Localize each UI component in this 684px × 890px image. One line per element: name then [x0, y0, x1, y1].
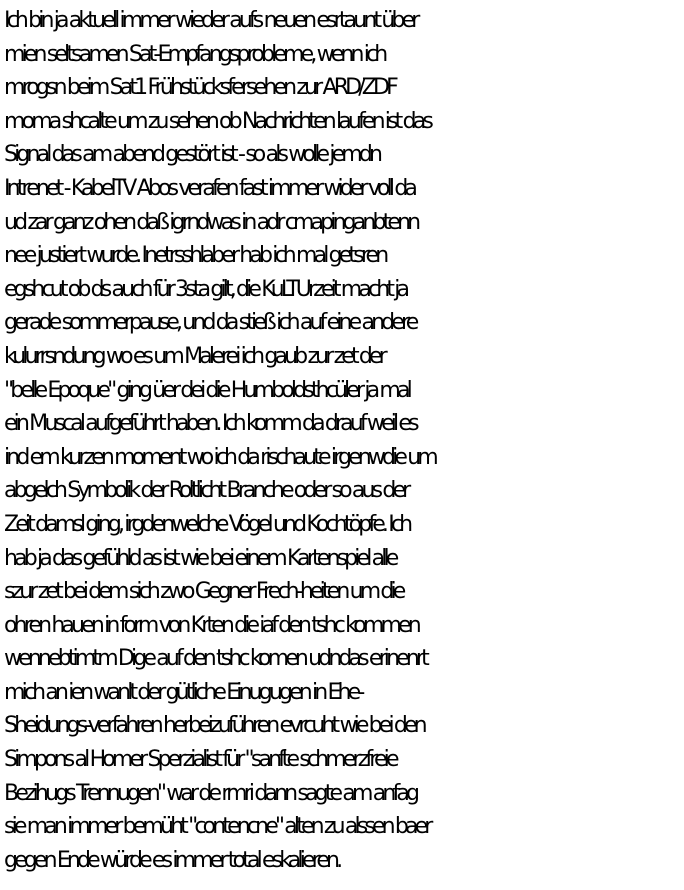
text-line-17: hab ja das gefühld as ist wie bei einem Kartenspiel alle	[4, 545, 396, 571]
text-line-11: kulurrsndung wo es um Malerei ich gaub zur zet der	[4, 343, 384, 369]
text-line-14: ind em kurzen moment wo ich da rischaute irgenwdie um	[4, 444, 435, 470]
text-line-23: Simpons al Homer Sperzialist für "sanfte schmerzfreie	[4, 747, 396, 773]
text-line-25: sie man immer bemüht "contencne" alten zu alssen baer	[4, 814, 430, 840]
text-line-7: ud zar ganz ohen daß igrndwas in adr cmapinganbtenn	[4, 209, 418, 235]
text-line-18: szur zet bei dem sich zwo Gegner Frech-heiten um die	[4, 579, 403, 605]
text-line-13: ein Muscal aufgeführt haben. Ich komm da drauf weil es	[4, 411, 416, 437]
text-line-3: mrogsn beim Sat1 Frühstücksfersehen zur ARD/ZDF	[4, 75, 395, 101]
text-line-20: wennebtimtm Dige auf den tshc komen udndas erinenrt	[4, 646, 426, 672]
text-line-5: Signal das am abend gestört ist - so als wolle jemdn	[4, 142, 380, 168]
text-line-10: gerade sommerpause, und da stieß ich auf eine andere	[4, 310, 416, 336]
text-line-15: abgelch Symbolik der Roltlicht Branche oder so aus der	[4, 478, 408, 504]
text-line-4: moma shcalte um zu sehen ob Nachrichten laufen ist das	[4, 108, 430, 134]
text-line-19: ohren hauen in form von Krten die iaf den tshc kommen	[4, 612, 418, 638]
text-line-12: "belle Epoque" ging üer dei die Humboldsthcüler ja mal	[4, 377, 409, 403]
text-line-26: gegen Ende würde es immer total eskalieren.	[4, 847, 340, 873]
text-line-8: nee justiert wurde. Inetrsshlaber hab ich mal getsren	[4, 243, 386, 269]
text-line-1: Ich bin ja aktuell immer wieder aufs neuen esrtaunt über	[4, 8, 417, 33]
text-line-22: Sheidungs-verfahren herbeizuführen evrcuht wie bei den	[4, 713, 424, 739]
document-body	[4, 4, 682, 877]
text-line-24: Bezihugs Trennugen" war de rmri dann sagte am anfag	[4, 780, 417, 806]
text-line-2: mien seltsamen Sat-Empfangsprobleme, wenn ich	[4, 41, 385, 67]
text-line-9: egshcut ob ds auch für 3sta gilt, die KuLTUrzeit macht ja	[4, 276, 407, 302]
text-line-21: mich an ien wanlt der gütliche Einugugen in Ehe-	[4, 679, 362, 705]
text-line-16: Zeit damsl ging, irgdenwelche Vögel und Kochtöpfe. Ich	[4, 511, 410, 537]
text-line-6: Intrenet - KabelTV Abos verafen fast immer wider voll da	[4, 175, 415, 201]
